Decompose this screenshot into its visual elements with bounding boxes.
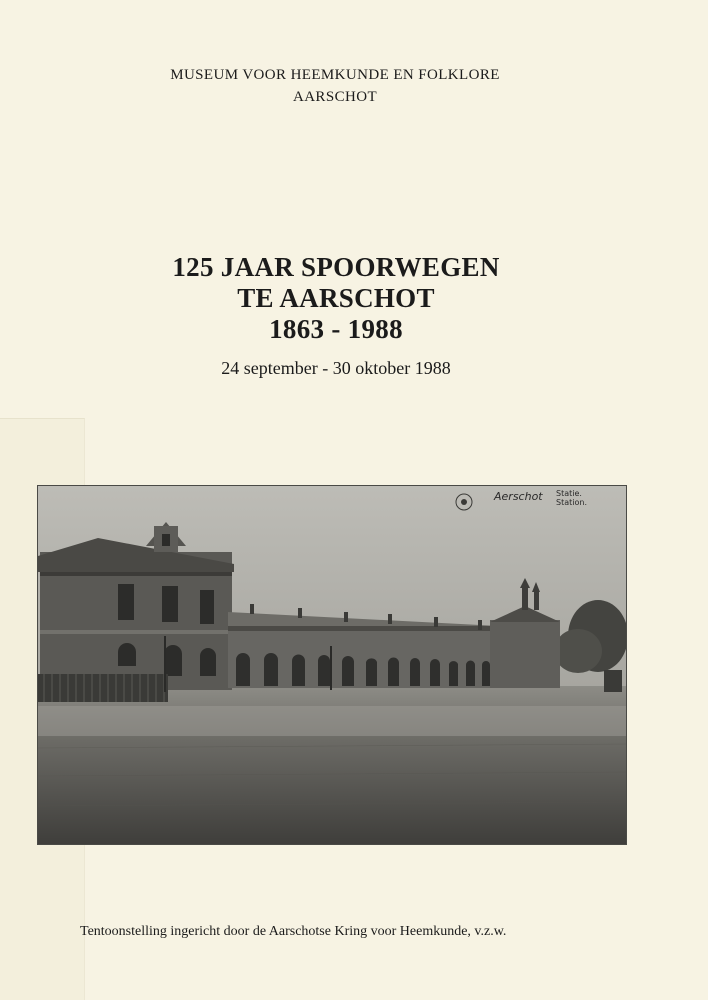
exhibition-dates: 24 september - 30 oktober 1988: [221, 358, 451, 378]
photo-caption: Aerschot: [494, 490, 543, 503]
publisher-heading: [0, 64, 670, 108]
station-photo: [38, 486, 626, 844]
publisher-name: MUSEUM VOOR HEEMKUNDE EN FOLKLORE: [170, 67, 500, 83]
title-line-2: TE AARSCHOT: [237, 283, 435, 313]
publisher-city: AARSCHOT: [292, 89, 378, 105]
document-title: [0, 252, 672, 345]
title-line-3: 1863 - 1988: [269, 314, 403, 344]
photo-subcaption: [556, 489, 587, 507]
exhibition-organizer: Tentoonstelling ingericht door de Aarschotse Kring voor Heemkunde, v.z.w.: [80, 924, 507, 939]
photo-subcaption-2: Station.: [556, 498, 587, 507]
title-line-1: 125 JAAR SPOORWEGEN: [172, 252, 500, 282]
photo-subcaption-1: Statie.: [556, 489, 582, 498]
station-illustration: [38, 486, 626, 844]
